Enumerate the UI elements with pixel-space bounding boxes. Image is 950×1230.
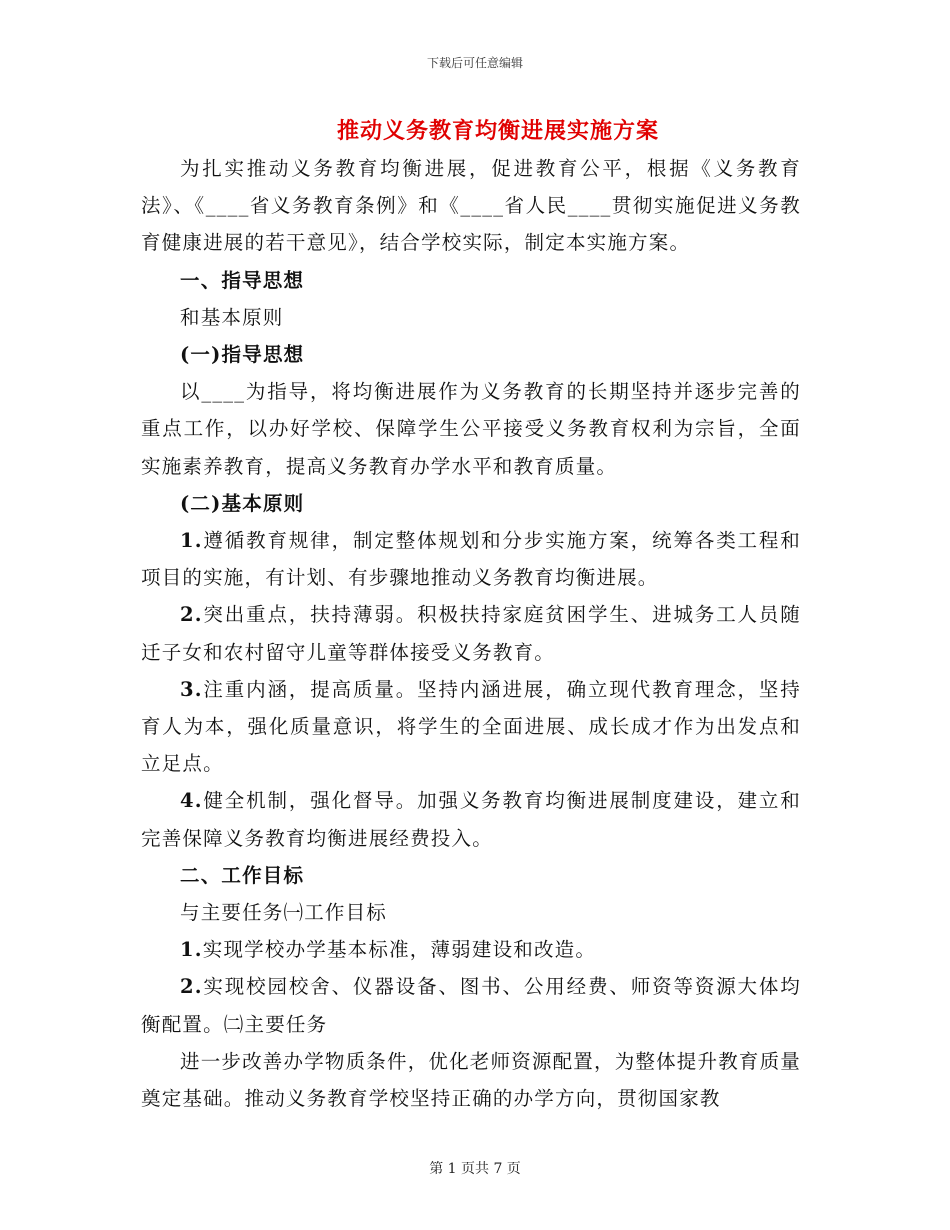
intro-paragraph: 为扎实推动义务教育均衡进展，促进教育公平，根据《义务教育法》、《____省义务教育条例》和《____省人民____贯彻实施促进义务教育健康进展的若干意见》，结合学校实际，制定本实施方案。 — [141, 157, 801, 255]
principle-item — [141, 522, 801, 596]
item-number: 4. — [180, 789, 203, 813]
principle-item — [141, 782, 801, 856]
guiding-ideology-paragraph: 以____为指导，将均衡进展作为义务教育的长期坚持并逐步完善的重点工作，以办好学校、保障学生公平接受义务教育权利为宗旨，全面实施素养教育，提高义务教育办学水平和教育质量。 — [141, 380, 801, 478]
section-subline: 和基本原则 — [180, 305, 284, 329]
principle-item — [141, 596, 801, 670]
header-note: 下载后可任意编辑 — [426, 56, 523, 70]
principle-item — [141, 671, 801, 783]
goal-item — [141, 931, 801, 968]
item-text: 健全机制，强化督导。加强义务教育均衡进展制度建设，建立和完善保障义务教育均衡进展经费投入。 — [141, 789, 801, 850]
item-number: 1. — [180, 938, 203, 962]
item-number: 3. — [180, 677, 203, 701]
item-text: 遵循教育规律，制定整体规划和分步实施方案，统筹各类工程和项目的实施，有计划、有步骤地推动义务教育均衡进展。 — [141, 529, 801, 590]
page-number-footer: 第 1 页共 7 页 — [429, 1161, 521, 1177]
section-subline: 与主要任务㈠工作目标 — [180, 901, 388, 925]
section-heading-guiding-ideology: 一、指导思想 — [180, 268, 305, 292]
item-text: 实现学校办学基本标准，薄弱建设和改造。 — [202, 938, 597, 962]
goal-item — [141, 968, 801, 1042]
document-title: 推动义务教育均衡进展实施方案 — [336, 118, 659, 144]
item-text: 注重内涵，提高质量。坚持内涵进展，确立现代教育理念，坚持育人为本，强化质量意识，将学生的全面进展、成长成才作为出发点和立足点。 — [141, 677, 801, 776]
item-number: 2. — [180, 603, 203, 627]
subsection-heading-guiding-ideology: (一)指导思想 — [180, 343, 305, 367]
item-text: 突出重点，扶持薄弱。积极扶持家庭贫困学生、进城务工人员随迁子女和农村留守儿童等群体接受义务教育。 — [141, 603, 801, 664]
item-number: 2. — [180, 975, 203, 999]
item-number: 1. — [180, 529, 203, 553]
section-heading-work-goals: 二、工作目标 — [180, 863, 305, 887]
document-body — [141, 150, 801, 1117]
subsection-heading-basic-principles: (二)基本原则 — [180, 491, 305, 515]
item-text: 实现校园校舍、仪器设备、图书、公用经费、师资等资源大体均衡配置。㈡主要任务 — [141, 975, 801, 1036]
closing-paragraph: 进一步改善办学物质条件，优化老师资源配置，为整体提升教育质量奠定基础。推动义务教育学校坚持正确的办学方向，贯彻国家教 — [141, 1049, 802, 1111]
